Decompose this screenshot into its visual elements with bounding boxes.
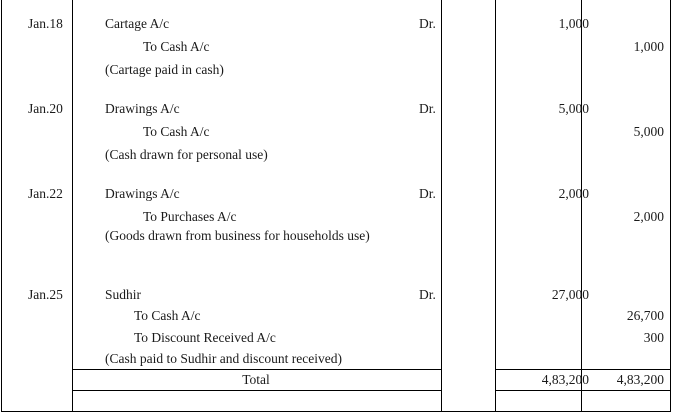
credit-amount: 2,000 — [633, 209, 664, 224]
credit-account: To Cash A/c — [143, 39, 210, 54]
total-rule-bottom-amounts — [495, 390, 671, 391]
narration: (Goods drawn from business for households use) — [105, 228, 370, 243]
debit-amount: 1,000 — [558, 16, 589, 31]
dr-marker: Dr. — [419, 186, 436, 201]
credit-account: To Cash A/c — [143, 124, 210, 139]
total-label: Total — [242, 372, 270, 387]
credit-account: To Cash A/c — [134, 308, 201, 323]
debit-account: Drawings A/c — [105, 101, 180, 116]
debit-account: Cartage A/c — [105, 16, 170, 31]
total-credit: 4,83,200 — [616, 372, 664, 387]
credit-amount: 5,000 — [633, 124, 664, 139]
debit-amount: 5,000 — [558, 101, 589, 116]
column-divider-lf — [495, 0, 496, 412]
column-divider-date — [72, 0, 73, 412]
entry-date: Jan.25 — [28, 287, 63, 302]
table-border-left — [1, 0, 2, 412]
credit-amount: 26,700 — [626, 308, 664, 323]
debit-account: Sudhir — [105, 287, 142, 302]
table-border-bottom — [1, 411, 671, 412]
column-divider-debit — [581, 0, 582, 412]
column-divider-particulars — [441, 0, 442, 412]
credit-account: To Discount Received A/c — [134, 330, 276, 345]
total-debit: 4,83,200 — [541, 372, 589, 387]
credit-amount: 300 — [643, 330, 664, 345]
total-rule-bottom-particulars — [72, 390, 441, 391]
dr-marker: Dr. — [419, 16, 436, 31]
entry-date: Jan.20 — [28, 101, 63, 116]
debit-account: Drawings A/c — [105, 186, 180, 201]
table-border-right — [670, 0, 671, 412]
debit-amount: 27,000 — [551, 287, 589, 302]
entry-date: Jan.18 — [28, 16, 63, 31]
credit-account: To Purchases A/c — [143, 209, 237, 224]
narration: (Cartage paid in cash) — [105, 62, 224, 77]
dr-marker: Dr. — [419, 101, 436, 116]
total-rule-top-particulars — [72, 369, 441, 370]
debit-amount: 2,000 — [558, 186, 589, 201]
narration: (Cash paid to Sudhir and discount received) — [105, 351, 342, 366]
entry-date: Jan.22 — [28, 186, 63, 201]
credit-amount: 1,000 — [633, 39, 664, 54]
dr-marker: Dr. — [419, 287, 436, 302]
total-rule-top-amounts — [495, 369, 671, 370]
narration: (Cash drawn for personal use) — [105, 147, 268, 162]
